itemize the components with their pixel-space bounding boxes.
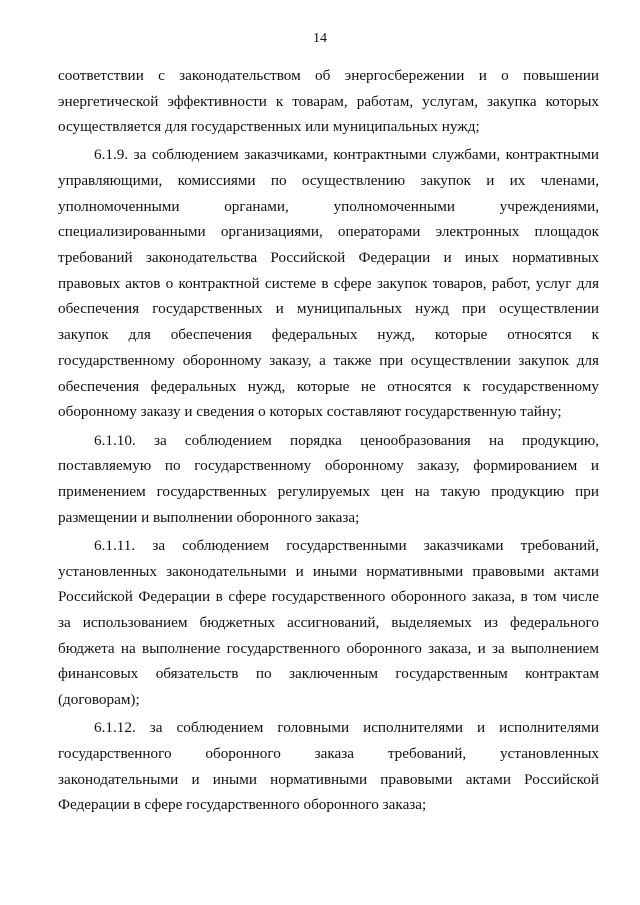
paragraph-6-1-11-start: 6.1.11. за соблюдением государственными заказчиками требований, [94, 537, 599, 554]
text-line: Российской Федерации в сфере государственного оборонного заказа, в том числе [58, 588, 599, 605]
paragraph-6-1-12-start: 6.1.12. за соблюдением головными исполнителями и исполнителями [94, 719, 599, 736]
text-line: осуществляется для государственных или муниципальных нужд; [58, 118, 480, 135]
paragraph-6-1-9-start: 6.1.9. за соблюдением заказчиками, контрактными службами, контрактными [94, 146, 599, 163]
text-line: специализированными организациями, операторами электронных площадок [58, 223, 599, 240]
text-line: за использованием бюджетных ассигнований, выделяемых из федерального [58, 614, 599, 631]
text-line: финансовых обязательств по заключенным государственным контрактам [58, 665, 599, 682]
text-line: уполномоченными органами, уполномоченными учреждениями, [58, 198, 599, 215]
text-line: бюджета на выполнение государственного оборонного заказа, и за выполнением [58, 640, 599, 657]
text-line: закупок для обеспечения федеральных нужд, которые относятся к [58, 326, 599, 343]
text-line: государственного оборонного заказа требований, установленных [58, 745, 599, 762]
text-line: законодательными и иными нормативными правовыми актами Российской [58, 771, 599, 788]
text-line: оборонному заказу и сведения о которых составляют государственную тайну; [58, 403, 562, 420]
text-line: требований законодательства Российской Федерации и иных нормативных [58, 249, 599, 266]
text-line: обеспечения федеральных нужд, которые не относятся к государственному [58, 378, 599, 395]
text-line: управляющими, комиссиями по осуществлению закупок и их членами, [58, 172, 599, 189]
text-line: применением государственных регулируемых цен на такую продукцию при [58, 483, 599, 500]
text-line: поставляемую по государственному оборонному заказу, формированием и [58, 457, 599, 474]
text-line: государственному оборонному заказу, а также при осуществлении закупок для [58, 352, 599, 369]
text-line: энергетической эффективности к товарам, работам, услугам, закупка которых [58, 93, 599, 110]
text-line: правовых актов о контрактной системе в сфере закупок товаров, работ, услуг для [58, 275, 599, 292]
paragraph-6-1-10-start: 6.1.10. за соблюдением порядка ценообразования на продукцию, [94, 432, 599, 449]
page-number: 14 [313, 31, 327, 46]
text-line: (договорам); [58, 691, 140, 708]
text-line: обеспечения государственных и муниципальных нужд при осуществлении [58, 300, 599, 317]
text-line: установленных законодательными и иными нормативными правовыми актами [58, 563, 599, 580]
text-line: Федерации в сфере государственного оборонного заказа; [58, 796, 427, 813]
text-line: соответствии с законодательством об энергосбережении и о повышении [58, 67, 599, 84]
text-line: размещении и выполнении оборонного заказа; [58, 509, 360, 526]
